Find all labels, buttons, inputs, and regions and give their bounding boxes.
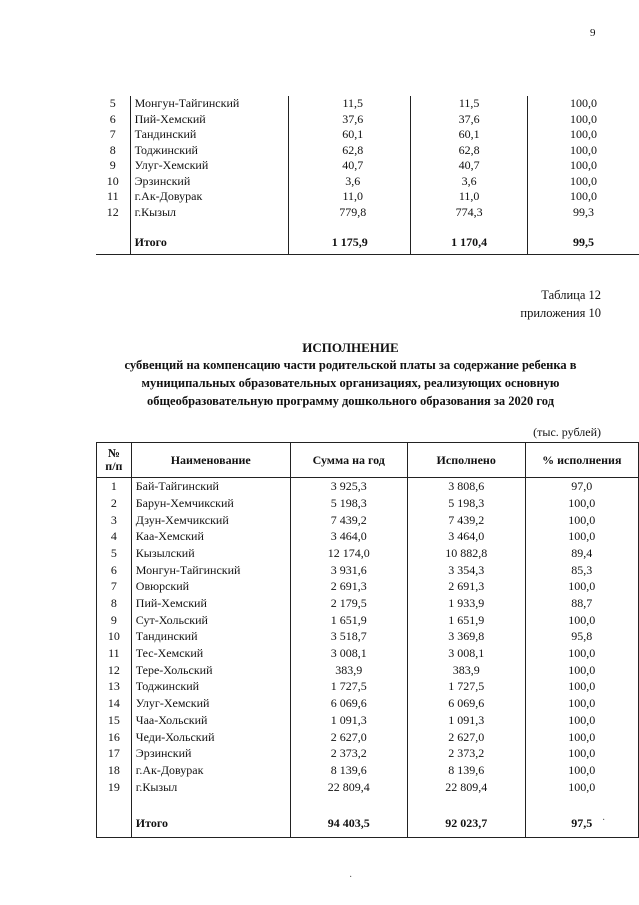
row-done: 3 369,8 (407, 628, 525, 645)
row-name: Пий-Хемский (130, 112, 289, 128)
total-plan: 1 175,9 (289, 232, 411, 255)
row-plan: 3 464,0 (290, 528, 407, 545)
page-number: 9 (590, 27, 596, 39)
document-subtitle (95, 356, 606, 410)
row-percent: 100,0 (528, 174, 639, 190)
total-done: 1 170,4 (411, 232, 528, 255)
row-percent: 100,0 (525, 612, 638, 629)
row-done: 6 069,6 (407, 695, 525, 712)
table-row (97, 478, 639, 495)
row-done: 1 727,5 (407, 678, 525, 695)
table-row (97, 762, 639, 779)
row-plan: 8 139,6 (290, 762, 407, 779)
row-name: Тоджинский (131, 678, 290, 695)
header-plan: Сумма на год (290, 443, 407, 478)
execution-table (96, 442, 639, 838)
table-row (97, 511, 639, 528)
row-number: 2 (97, 495, 132, 512)
row-number: 12 (97, 662, 132, 679)
row-number: 11 (97, 645, 132, 662)
row-done: 383,9 (407, 662, 525, 679)
table-row (97, 561, 639, 578)
row-plan: 11,5 (289, 96, 411, 112)
row-plan: 2 691,3 (290, 578, 407, 595)
row-plan: 1 091,3 (290, 712, 407, 729)
scan-speck: · (349, 872, 353, 883)
row-name: г.Кызыл (130, 205, 289, 221)
row-number: 12 (106, 204, 119, 219)
row-number: 5 (109, 96, 116, 110)
row-name: Улуг-Хемский (131, 695, 290, 712)
row-percent: 100,0 (525, 645, 638, 662)
row-plan: 37,6 (289, 112, 411, 128)
row-number: 6 (109, 111, 116, 126)
table-row (97, 728, 639, 745)
table-row (96, 96, 639, 112)
spacer-cell (525, 795, 638, 811)
table-row (96, 174, 639, 190)
table-row (96, 143, 639, 159)
row-percent: 100,0 (528, 96, 639, 112)
table-row (96, 189, 639, 205)
subtitle-line: общеобразовательную программу дошкольного образования за 2020 год (146, 394, 555, 408)
row-percent: 100,0 (528, 143, 639, 159)
row-percent: 100,0 (525, 662, 638, 679)
row-name: г.Ак-Довурак (130, 189, 289, 205)
row-done: 3 354,3 (407, 561, 525, 578)
row-plan: 12 174,0 (290, 545, 407, 562)
row-number: 19 (97, 778, 132, 795)
row-name: Эрзинский (131, 745, 290, 762)
row-percent: 100,0 (525, 778, 638, 795)
spacer-cell (528, 220, 639, 232)
row-done: 3 464,0 (407, 528, 525, 545)
table-row (97, 745, 639, 762)
spacer-cell (407, 795, 525, 811)
header-name: Наименование (131, 443, 290, 478)
row-plan: 3 518,7 (290, 628, 407, 645)
row-name: г.Ак-Довурак (131, 762, 290, 779)
row-done: 5 198,3 (407, 495, 525, 512)
row-done: 3 008,1 (407, 645, 525, 662)
table-row (97, 628, 639, 645)
table-row (97, 495, 639, 512)
row-plan: 60,1 (289, 127, 411, 143)
table-row (96, 127, 639, 143)
row-percent: 100,0 (525, 528, 638, 545)
row-number: 15 (97, 712, 132, 729)
total-plan: 94 403,5 (290, 811, 407, 838)
total-label: Итого (131, 811, 290, 838)
row-name: Чаа-Хольский (131, 712, 290, 729)
row-percent: 100,0 (525, 511, 638, 528)
row-name: Пий-Хемский (131, 595, 290, 612)
row-plan: 22 809,4 (290, 778, 407, 795)
row-number: 16 (97, 728, 132, 745)
row-name: Дзун-Хемчикский (131, 511, 290, 528)
row-percent: 100,0 (528, 189, 639, 205)
row-done: 1 651,9 (407, 612, 525, 629)
row-done: 11,5 (411, 96, 528, 112)
total-row (96, 232, 639, 255)
row-name: Кызылский (131, 545, 290, 562)
total-label: Итого (130, 232, 289, 255)
row-name: г.Кызыл (131, 778, 290, 795)
row-plan: 3 925,3 (290, 478, 407, 495)
header-number (97, 443, 132, 478)
row-name: Тере-Хольский (131, 662, 290, 679)
row-percent: 100,0 (525, 762, 638, 779)
table-row (97, 545, 639, 562)
row-percent: 100,0 (525, 678, 638, 695)
row-percent: 97,0 (525, 478, 638, 495)
total-percent: 97,5 (525, 811, 638, 838)
row-number: 13 (97, 678, 132, 695)
table-row (97, 695, 639, 712)
row-number: 9 (97, 612, 132, 629)
table-row (96, 112, 639, 128)
row-plan: 3 008,1 (290, 645, 407, 662)
row-percent: 100,0 (525, 728, 638, 745)
table-row (97, 678, 639, 695)
row-done: 7 439,2 (407, 511, 525, 528)
table-row (97, 778, 639, 795)
spacer-cell (97, 795, 132, 811)
row-number: 8 (109, 142, 116, 157)
row-percent: 100,0 (525, 745, 638, 762)
row-done: 22 809,4 (407, 778, 525, 795)
row-name: Улуг-Хемский (130, 158, 289, 174)
row-percent: 88,7 (525, 595, 638, 612)
header-number-abbr: п/п (105, 459, 123, 473)
header-percent: % исполнения (525, 443, 638, 478)
row-number: 1 (97, 478, 132, 495)
row-done: 3 808,6 (407, 478, 525, 495)
row-done: 8 139,6 (407, 762, 525, 779)
scan-speck: · (602, 815, 606, 826)
table-caption-appendix: приложения 10 (520, 306, 601, 320)
row-name: Барун-Хемчикский (131, 495, 290, 512)
total-done: 92 023,7 (407, 811, 525, 838)
row-plan: 11,0 (289, 189, 411, 205)
spacer-row (96, 220, 639, 232)
table-caption-number: Таблица 12 (541, 288, 601, 302)
table-row (96, 205, 639, 221)
table-row (97, 712, 639, 729)
row-plan: 383,9 (290, 662, 407, 679)
table-row (96, 158, 639, 174)
spacer-cell (130, 220, 289, 232)
row-name: Монгун-Тайгинский (130, 96, 289, 112)
row-number: 17 (97, 745, 132, 762)
units-label: (тыс. рублей) (533, 425, 601, 439)
row-percent: 85,3 (525, 561, 638, 578)
row-done: 3,6 (411, 174, 528, 190)
table-row (97, 662, 639, 679)
table-row (97, 578, 639, 595)
row-percent: 100,0 (528, 158, 639, 174)
row-name: Монгун-Тайгинский (131, 561, 290, 578)
row-plan: 6 069,6 (290, 695, 407, 712)
row-plan: 779,8 (289, 205, 411, 221)
subtitle-line: муниципальных образовательных организациях, реализующих основную (141, 376, 560, 390)
row-done: 2 627,0 (407, 728, 525, 745)
row-name: Сут-Хольский (131, 612, 290, 629)
row-done: 10 882,8 (407, 545, 525, 562)
row-name: Овюрский (131, 578, 290, 595)
row-done: 11,0 (411, 189, 528, 205)
row-done: 40,7 (411, 158, 528, 174)
table-header-row (97, 443, 639, 478)
spacer-cell (289, 220, 411, 232)
table-row (97, 645, 639, 662)
row-number: 5 (97, 545, 132, 562)
row-name: Бай-Тайгинский (131, 478, 290, 495)
row-done: 1 091,3 (407, 712, 525, 729)
row-name: Тес-Хемский (131, 645, 290, 662)
row-percent: 99,3 (528, 205, 639, 221)
row-percent: 100,0 (525, 495, 638, 512)
row-percent: 100,0 (525, 695, 638, 712)
row-number: 4 (97, 528, 132, 545)
row-done: 62,8 (411, 143, 528, 159)
total-row (97, 811, 639, 838)
row-number: 10 (97, 628, 132, 645)
row-done: 2 373,2 (407, 745, 525, 762)
row-name: Чеди-Хольский (131, 728, 290, 745)
row-plan: 3 931,6 (290, 561, 407, 578)
row-percent: 89,4 (525, 545, 638, 562)
row-name: Тандинский (130, 127, 289, 143)
row-plan: 2 179,5 (290, 595, 407, 612)
table-row (97, 528, 639, 545)
row-plan: 1 727,5 (290, 678, 407, 695)
row-plan: 62,8 (289, 143, 411, 159)
row-plan: 40,7 (289, 158, 411, 174)
row-plan: 1 651,9 (290, 612, 407, 629)
header-done: Исполнено (407, 443, 525, 478)
row-plan: 2 373,2 (290, 745, 407, 762)
row-plan: 7 439,2 (290, 511, 407, 528)
row-number: 3 (97, 511, 132, 528)
spacer-cell (96, 220, 130, 232)
row-percent: 95,8 (525, 628, 638, 645)
total-percent: 99,5 (528, 232, 639, 255)
table-row (97, 612, 639, 629)
row-number: 9 (109, 158, 116, 172)
row-number: 18 (97, 762, 132, 779)
row-number: 11 (107, 189, 119, 203)
row-name: Эрзинский (130, 174, 289, 190)
spacer-cell (411, 220, 528, 232)
spacer-row (97, 795, 639, 811)
table-row (97, 595, 639, 612)
subtitle-line: субвенций на компенсацию части родительской платы за содержание ребенка в (124, 358, 577, 372)
row-done: 60,1 (411, 127, 528, 143)
row-percent: 100,0 (525, 712, 638, 729)
row-number: 7 (97, 578, 132, 595)
row-done: 1 933,9 (407, 595, 525, 612)
spacer-cell (131, 795, 290, 811)
row-number: 7 (109, 127, 116, 141)
header-number-symbol: № (107, 446, 120, 460)
row-number: 10 (106, 173, 119, 188)
row-percent: 100,0 (528, 127, 639, 143)
row-name: Тоджинский (130, 143, 289, 159)
row-number: 14 (97, 695, 132, 712)
continued-table (96, 96, 639, 255)
row-done: 774,3 (411, 205, 528, 221)
row-plan: 3,6 (289, 174, 411, 190)
total-number (96, 232, 130, 255)
row-plan: 5 198,3 (290, 495, 407, 512)
row-number: 8 (97, 595, 132, 612)
row-done: 37,6 (411, 112, 528, 128)
row-done: 2 691,3 (407, 578, 525, 595)
row-number: 6 (97, 561, 132, 578)
spacer-cell (290, 795, 407, 811)
row-percent: 100,0 (528, 112, 639, 128)
row-plan: 2 627,0 (290, 728, 407, 745)
row-name: Каа-Хемский (131, 528, 290, 545)
document-title: ИСПОЛНЕНИЕ (302, 340, 399, 355)
row-name: Тандинский (131, 628, 290, 645)
row-percent: 100,0 (525, 578, 638, 595)
total-number (97, 811, 132, 838)
